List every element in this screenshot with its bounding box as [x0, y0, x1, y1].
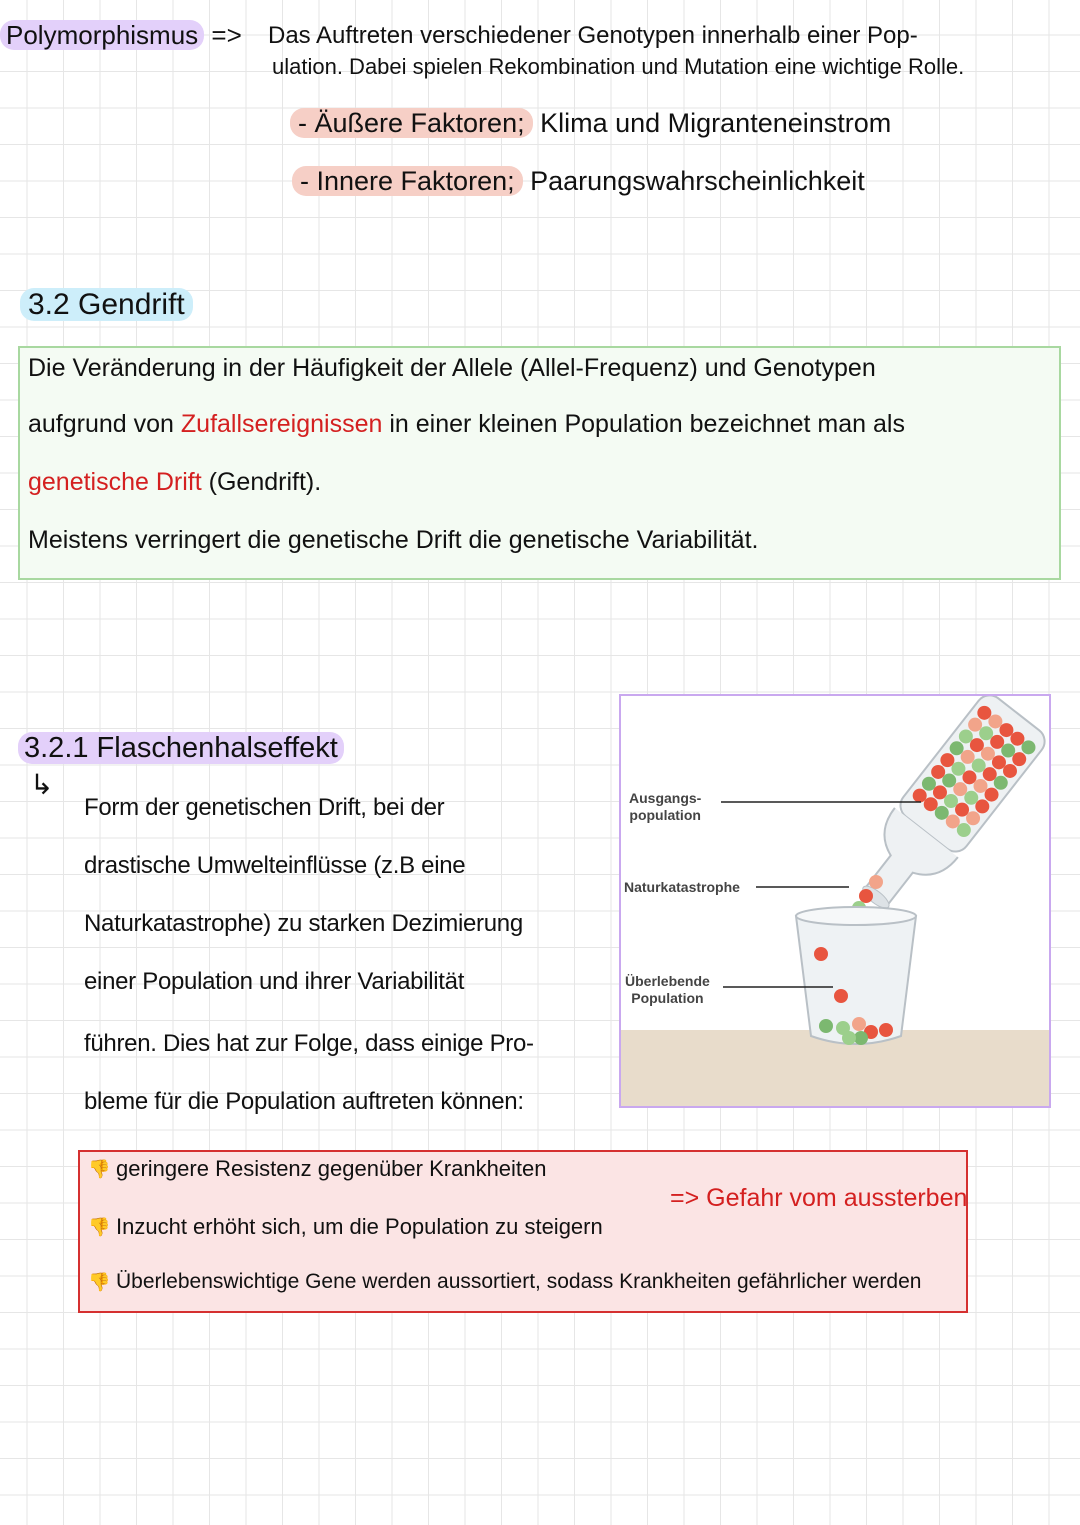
bottle-and-glass-drawing: [621, 696, 1051, 1108]
inner-factors: [292, 166, 865, 197]
bead: [879, 1023, 893, 1037]
bead: [1010, 732, 1024, 746]
bead: [933, 785, 947, 799]
text: (Gendrift).: [208, 468, 322, 496]
problem-text: Überlebenswichtige Gene werden aussortiert, sodass Krankheiten gefährlicher werden: [116, 1270, 922, 1293]
bead: [950, 741, 964, 755]
inner-label: - Innere Faktoren;: [292, 166, 523, 196]
outer-factors: [290, 108, 891, 139]
bead: [931, 765, 945, 779]
thumbs-down-icon: 👎: [88, 1159, 111, 1179]
arrow: =>: [211, 20, 242, 50]
text: in einer kleinen Population bezeichnet man als: [389, 410, 905, 438]
highlight-term: genetische Drift: [28, 468, 202, 496]
text-line: führen. Dies hat zur Folge, dass einige Pro-: [84, 1030, 534, 1057]
text-line: bleme für die Population auftreten können:: [84, 1088, 524, 1115]
bead: [1001, 744, 1015, 758]
text: aufgrund von: [28, 410, 174, 438]
bead: [994, 776, 1008, 790]
gendrift-line-3: [28, 468, 321, 497]
bead: [974, 779, 988, 793]
bead: [977, 706, 991, 720]
bead: [972, 759, 986, 773]
polymorphism-term: [0, 20, 242, 51]
gendrift-line-1: Die Veränderung in der Häufigkeit der Allele (Allel-Frequenz) und Genotypen: [28, 354, 876, 382]
bead: [966, 811, 980, 825]
problem-item: [88, 1214, 603, 1240]
gendrift-line-4: Meistens verringert die genetische Drift die genetische Variabilität.: [28, 526, 759, 554]
text-line: Naturkatastrophe) zu starken Dezimierung: [84, 910, 523, 937]
bead: [924, 797, 938, 811]
bead: [1003, 764, 1017, 778]
bead: [999, 723, 1013, 737]
text-line: einer Population und ihrer Variabilität: [84, 968, 465, 995]
bottleneck-text: [84, 794, 609, 1146]
highlight-term: Zufallsereignissen: [180, 410, 383, 438]
problem-text: Inzucht erhöht sich, um die Population zu steigern: [116, 1214, 603, 1239]
bead: [1012, 752, 1026, 766]
bead: [842, 1031, 856, 1045]
heading-text: 3.2.1 Flaschenhalseffekt: [18, 732, 344, 764]
bead: [988, 714, 1002, 728]
bead: [834, 989, 848, 1003]
bead: [859, 889, 873, 903]
problem-text: geringere Resistenz gegenüber Krankheiten: [116, 1156, 547, 1181]
bead: [951, 762, 965, 776]
problems-box: [78, 1150, 968, 1313]
section-heading-gendrift: [20, 288, 193, 322]
bead: [940, 753, 954, 767]
bead: [944, 794, 958, 808]
outer-label: - Äußere Faktoren;: [290, 108, 533, 138]
gendrift-line-2: [28, 410, 905, 439]
consequence: => Gefahr vom aussterben: [670, 1184, 968, 1212]
thumbs-down-icon: 👎: [88, 1272, 111, 1292]
bead: [814, 947, 828, 961]
problem-item: [88, 1270, 921, 1294]
text-line: Form der genetischen Drift, bei der: [84, 794, 445, 821]
bead: [961, 750, 975, 764]
bead: [959, 729, 973, 743]
bottleneck-illustration: [619, 694, 1051, 1108]
label-survivors: Überlebende Population: [625, 973, 710, 1006]
bead: [869, 875, 883, 889]
bead: [852, 1017, 866, 1031]
bead: [968, 718, 982, 732]
bead: [922, 777, 936, 791]
bead: [990, 735, 1004, 749]
bead: [957, 823, 971, 837]
bead: [942, 774, 956, 788]
problem-item: [88, 1156, 547, 1182]
text-line: drastische Umwelteinflüsse (z.B eine: [84, 852, 466, 879]
section-heading-bottleneck: [18, 732, 344, 765]
bead: [854, 1031, 868, 1045]
outer-value: Klima und Migranteneinstrom: [540, 108, 892, 138]
bead: [983, 767, 997, 781]
bead: [985, 788, 999, 802]
bead: [953, 782, 967, 796]
bead: [935, 806, 949, 820]
label-catastrophe: Naturkatastrophe: [624, 879, 740, 895]
arrow-icon: ↳: [30, 769, 54, 800]
bead: [1021, 740, 1035, 754]
bead: [970, 738, 984, 752]
bead: [979, 726, 993, 740]
thumbs-down-icon: 👎: [88, 1217, 111, 1237]
bead: [981, 747, 995, 761]
label-start-population: Ausgangs- population: [629, 790, 702, 823]
definition-line-2: ulation. Dabei spielen Rekombination und Mutation eine wichtige Rolle.: [272, 54, 965, 79]
inner-value: Paarungswahrscheinlichkeit: [530, 166, 865, 196]
bead: [946, 814, 960, 828]
term-text: Polymorphismus: [0, 20, 204, 50]
bead: [955, 803, 969, 817]
bead: [964, 791, 978, 805]
definition-line-1: Das Auftreten verschiedener Genotypen innerhalb einer Pop-: [268, 22, 918, 49]
bead: [975, 799, 989, 813]
bead: [962, 770, 976, 784]
gendrift-definition-box: [18, 346, 1061, 580]
bead: [819, 1019, 833, 1033]
bead: [992, 755, 1006, 769]
bead: [913, 789, 927, 803]
heading-text: 3.2 Gendrift: [20, 288, 193, 321]
